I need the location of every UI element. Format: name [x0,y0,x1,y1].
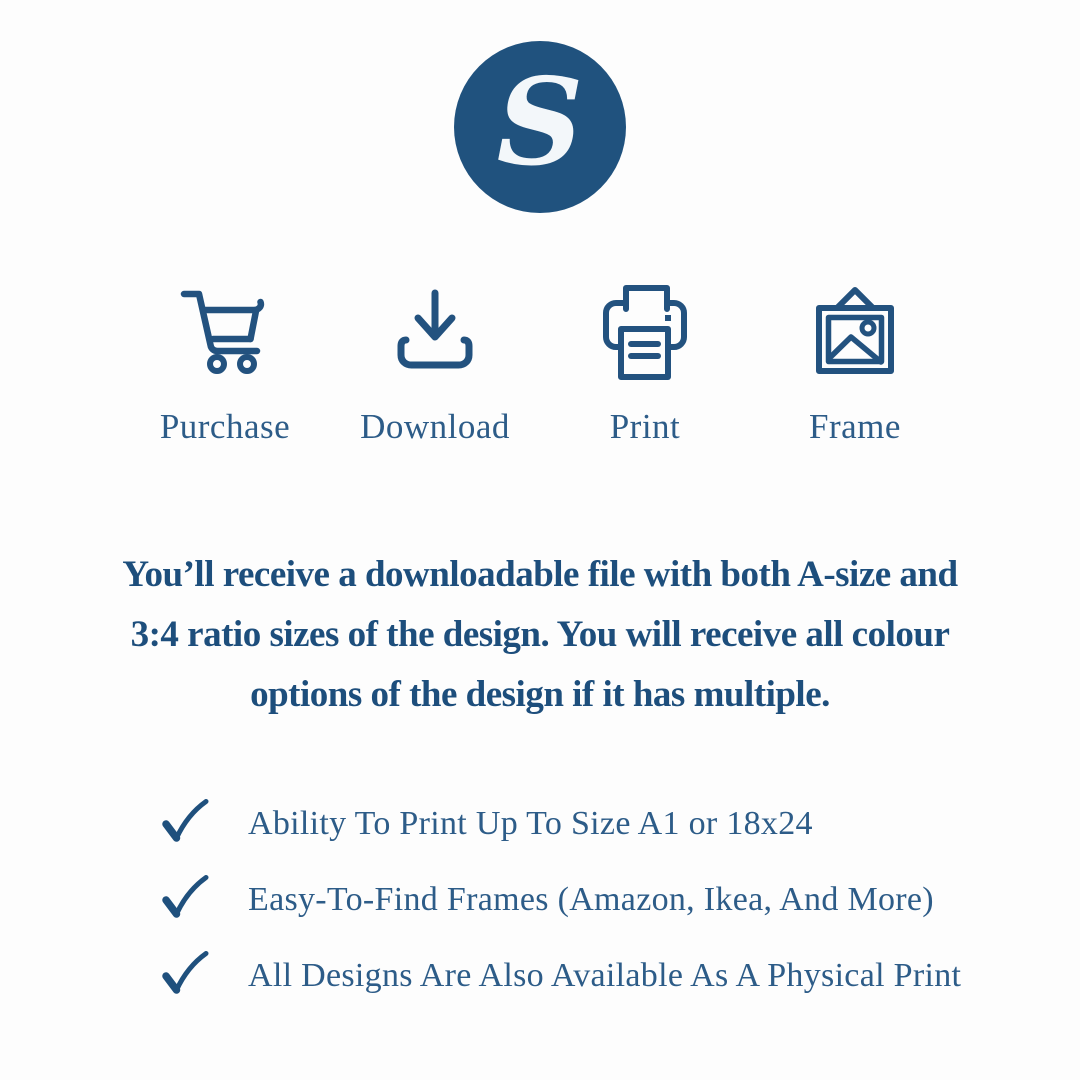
checklist-item-print-size [160,799,1080,849]
benefits-checklist [160,799,1080,1001]
feature-print [563,285,727,449]
checklist-item-frames [160,875,1080,925]
checklist-item-physical-print [160,951,1080,1001]
description-line-2: 3:4 ratio sizes of the design. You will receive all colour [130,614,950,655]
feature-label-purchase: Purchase [159,407,291,446]
checklist-text: Ability To Print Up To Size A1 or 18x24 [248,805,813,842]
checklist-text: All Designs Are Also Available As A Physical Print [248,957,962,994]
checkmark-icon [160,799,210,850]
logo-container [0,0,1080,213]
checklist-text: Easy-To-Find Frames (Amazon, Ikea, And More) [248,881,934,918]
description-line-1: You’ll receive a downloadable file with both A-size and [122,554,958,595]
checkmark-icon [160,951,210,1002]
feature-label-print: Print [609,407,681,446]
feature-frame [773,285,937,449]
checkmark-icon [160,875,210,926]
brand-logo [454,41,626,213]
feature-label-download: Download [360,407,510,446]
feature-download [353,285,517,449]
description-line-3: options of the design if it has multiple. [250,674,830,715]
feature-purchase [143,285,307,449]
s-logo-letter: S [496,52,584,193]
feature-row [0,285,1080,449]
cart-icon [177,285,273,381]
download-icon [387,285,483,381]
print-icon [603,285,687,381]
frame-icon [807,285,903,381]
description-paragraph [0,545,1080,725]
feature-label-frame: Frame [809,407,901,446]
